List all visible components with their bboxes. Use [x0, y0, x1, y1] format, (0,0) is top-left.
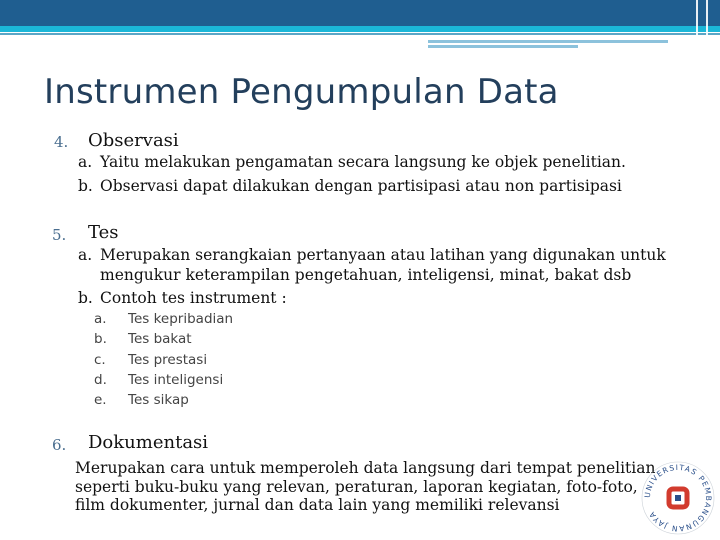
header-bar	[0, 0, 720, 26]
sublist-text: Tes sikap	[128, 392, 189, 409]
section-paragraph: Merupakan cara untuk memperoleh data langsung dari tempat penelitian seperti buku-buku yang relevan, peraturan, laporan kegiatan, foto-foto, film dokumenter, jurnal dan data lain yang memiliki relevansi	[75, 459, 656, 514]
list-label: a.	[78, 246, 93, 264]
header-highlight-bar	[0, 26, 720, 32]
header-accent-line-short	[428, 45, 578, 48]
slide-title: Instrumen Pengumpulan Data	[44, 72, 559, 112]
sublist-text: Tes inteligensi	[128, 371, 224, 388]
section-number: 6.	[52, 436, 67, 454]
list-text: Contoh tes instrument :	[100, 289, 287, 307]
header-accent-line	[428, 40, 668, 43]
section-heading-dokumentasi: Dokumentasi	[88, 432, 209, 453]
sublist-text: Tes kepribadian	[128, 311, 234, 327]
list-text-continuation: mengukur keterampilan pengetahuan, inteligensi, minat, bakat dsb	[100, 266, 632, 284]
list-item	[78, 245, 698, 265]
list-text: Observasi dapat dilakukan dengan partisipasi atau non partisipasi	[100, 177, 622, 195]
list-text: Yaitu melakukan pengamatan secara langsung ke objek penelitian.	[100, 153, 626, 171]
sublist-item	[94, 350, 394, 370]
sublist-label: c.	[94, 351, 106, 368]
logo-text: UNIVERSITAS PEMBANGUNAN JAYA	[642, 462, 714, 534]
list-item	[78, 288, 698, 308]
list-label: b.	[78, 289, 93, 307]
section-heading-tes: Tes	[88, 222, 119, 243]
list-label: a.	[78, 153, 93, 171]
sublist-text: Tes bakat	[128, 331, 192, 348]
sublist-label: e.	[94, 392, 107, 409]
sublist-label: b.	[94, 331, 107, 348]
sublist-item	[94, 309, 394, 329]
list-item	[78, 152, 698, 172]
sublist-label: a.	[94, 311, 107, 327]
list-text: Merupakan serangkaian pertanyaan atau latihan yang digunakan untuk	[100, 246, 666, 264]
header-divider	[0, 33, 720, 35]
sublist-text: Tes prestasi	[128, 351, 208, 368]
sublist	[94, 309, 394, 410]
sublist-label: d.	[94, 371, 107, 388]
university-logo	[636, 456, 720, 540]
sublist-item	[94, 390, 394, 410]
sublist-item	[94, 370, 394, 390]
sublist-item	[94, 329, 394, 349]
list-item	[78, 176, 698, 196]
section-number: 4.	[54, 133, 69, 151]
list-label: b.	[78, 177, 93, 195]
section-number: 5.	[52, 226, 67, 244]
section-heading-observasi: Observasi	[88, 130, 179, 151]
header-stripes	[686, 0, 720, 50]
